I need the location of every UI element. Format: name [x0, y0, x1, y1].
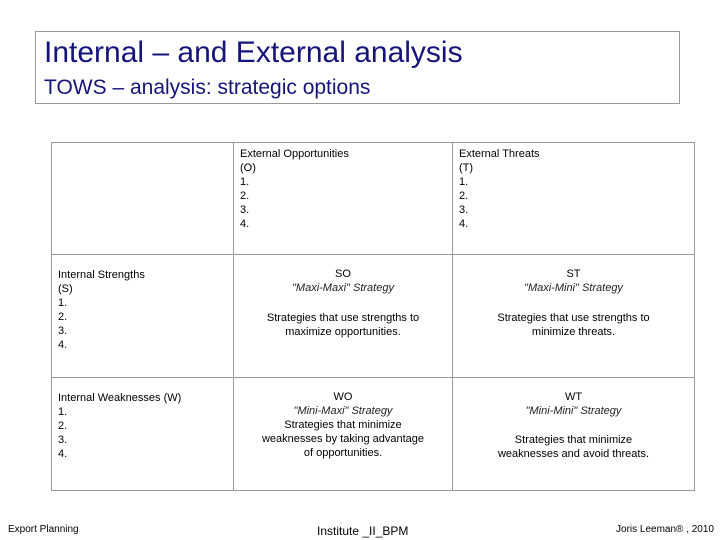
strategy-name: "Mini-Mini" Strategy: [525, 405, 622, 417]
strategy-description: Strategies that use strengths to: [266, 312, 420, 324]
strategy-name: "Maxi-Mini" Strategy: [524, 282, 623, 294]
opportunities-header: [234, 143, 453, 255]
strategy-name: "Mini-Maxi" Strategy: [293, 405, 393, 417]
header-line: External Threats: [459, 148, 540, 160]
wt-strategy-cell: [453, 378, 695, 491]
strategy-code: WT: [564, 391, 583, 403]
header-line: 4.: [58, 339, 68, 351]
title-box: [35, 31, 680, 104]
header-line: 3.: [58, 325, 68, 337]
header-line: 1.: [58, 297, 68, 309]
header-line: 3.: [459, 204, 469, 216]
strategy-description: weaknesses by taking advantage: [261, 433, 425, 445]
strategy-code: WO: [333, 391, 353, 403]
header-line: 1.: [58, 406, 68, 418]
strategy-description: Strategies that use strengths to: [497, 312, 650, 324]
header-line: 2.: [58, 311, 68, 323]
header-line: (T): [459, 162, 474, 174]
tows-matrix: [51, 142, 695, 491]
footer-left-text: Export Planning: [8, 524, 79, 535]
strategy-description: Strategies that minimize: [514, 434, 633, 446]
header-line: External Opportunities: [240, 148, 349, 160]
header-line: 4.: [58, 448, 68, 460]
header-line: (S): [58, 283, 73, 295]
header-line: 4.: [459, 218, 469, 230]
strategy-code: ST: [566, 268, 581, 280]
strategy-description: weaknesses and avoid threats.: [497, 448, 650, 460]
strategy-description: minimize threats.: [531, 326, 616, 338]
threats-header: [453, 143, 695, 255]
header-line: 2.: [58, 420, 68, 432]
header-line: 1.: [240, 176, 250, 188]
strategy-description: maximize opportunities.: [285, 326, 401, 338]
footer-right-text: Joris Leeman® , 2010: [616, 524, 714, 535]
wo-strategy-cell: [234, 378, 453, 491]
page-title: Internal – and External analysis: [44, 36, 463, 69]
footer-center-text: Institute _II_BPM: [317, 524, 409, 538]
header-line: Internal Weaknesses (W): [58, 392, 182, 404]
strategy-name: "Maxi-Maxi" Strategy: [292, 282, 394, 294]
empty-corner-cell: [52, 143, 234, 255]
header-line: Internal Strengths: [58, 269, 145, 281]
weaknesses-header: [52, 378, 234, 491]
header-line: 3.: [58, 434, 68, 446]
strategy-description: of opportunities.: [303, 447, 383, 459]
header-line: (O): [240, 162, 256, 174]
header-line: 3.: [240, 204, 250, 216]
strategy-description: Strategies that minimize: [284, 419, 402, 431]
header-line: 1.: [459, 176, 469, 188]
st-strategy-cell: [453, 255, 695, 378]
strategy-code: SO: [335, 268, 351, 280]
page-subtitle: TOWS – analysis: strategic options: [44, 76, 371, 99]
header-line: 2.: [459, 190, 469, 202]
strengths-header: [52, 255, 234, 378]
so-strategy-cell: [234, 255, 453, 378]
header-line: 2.: [240, 190, 250, 202]
header-line: 4.: [240, 218, 250, 230]
